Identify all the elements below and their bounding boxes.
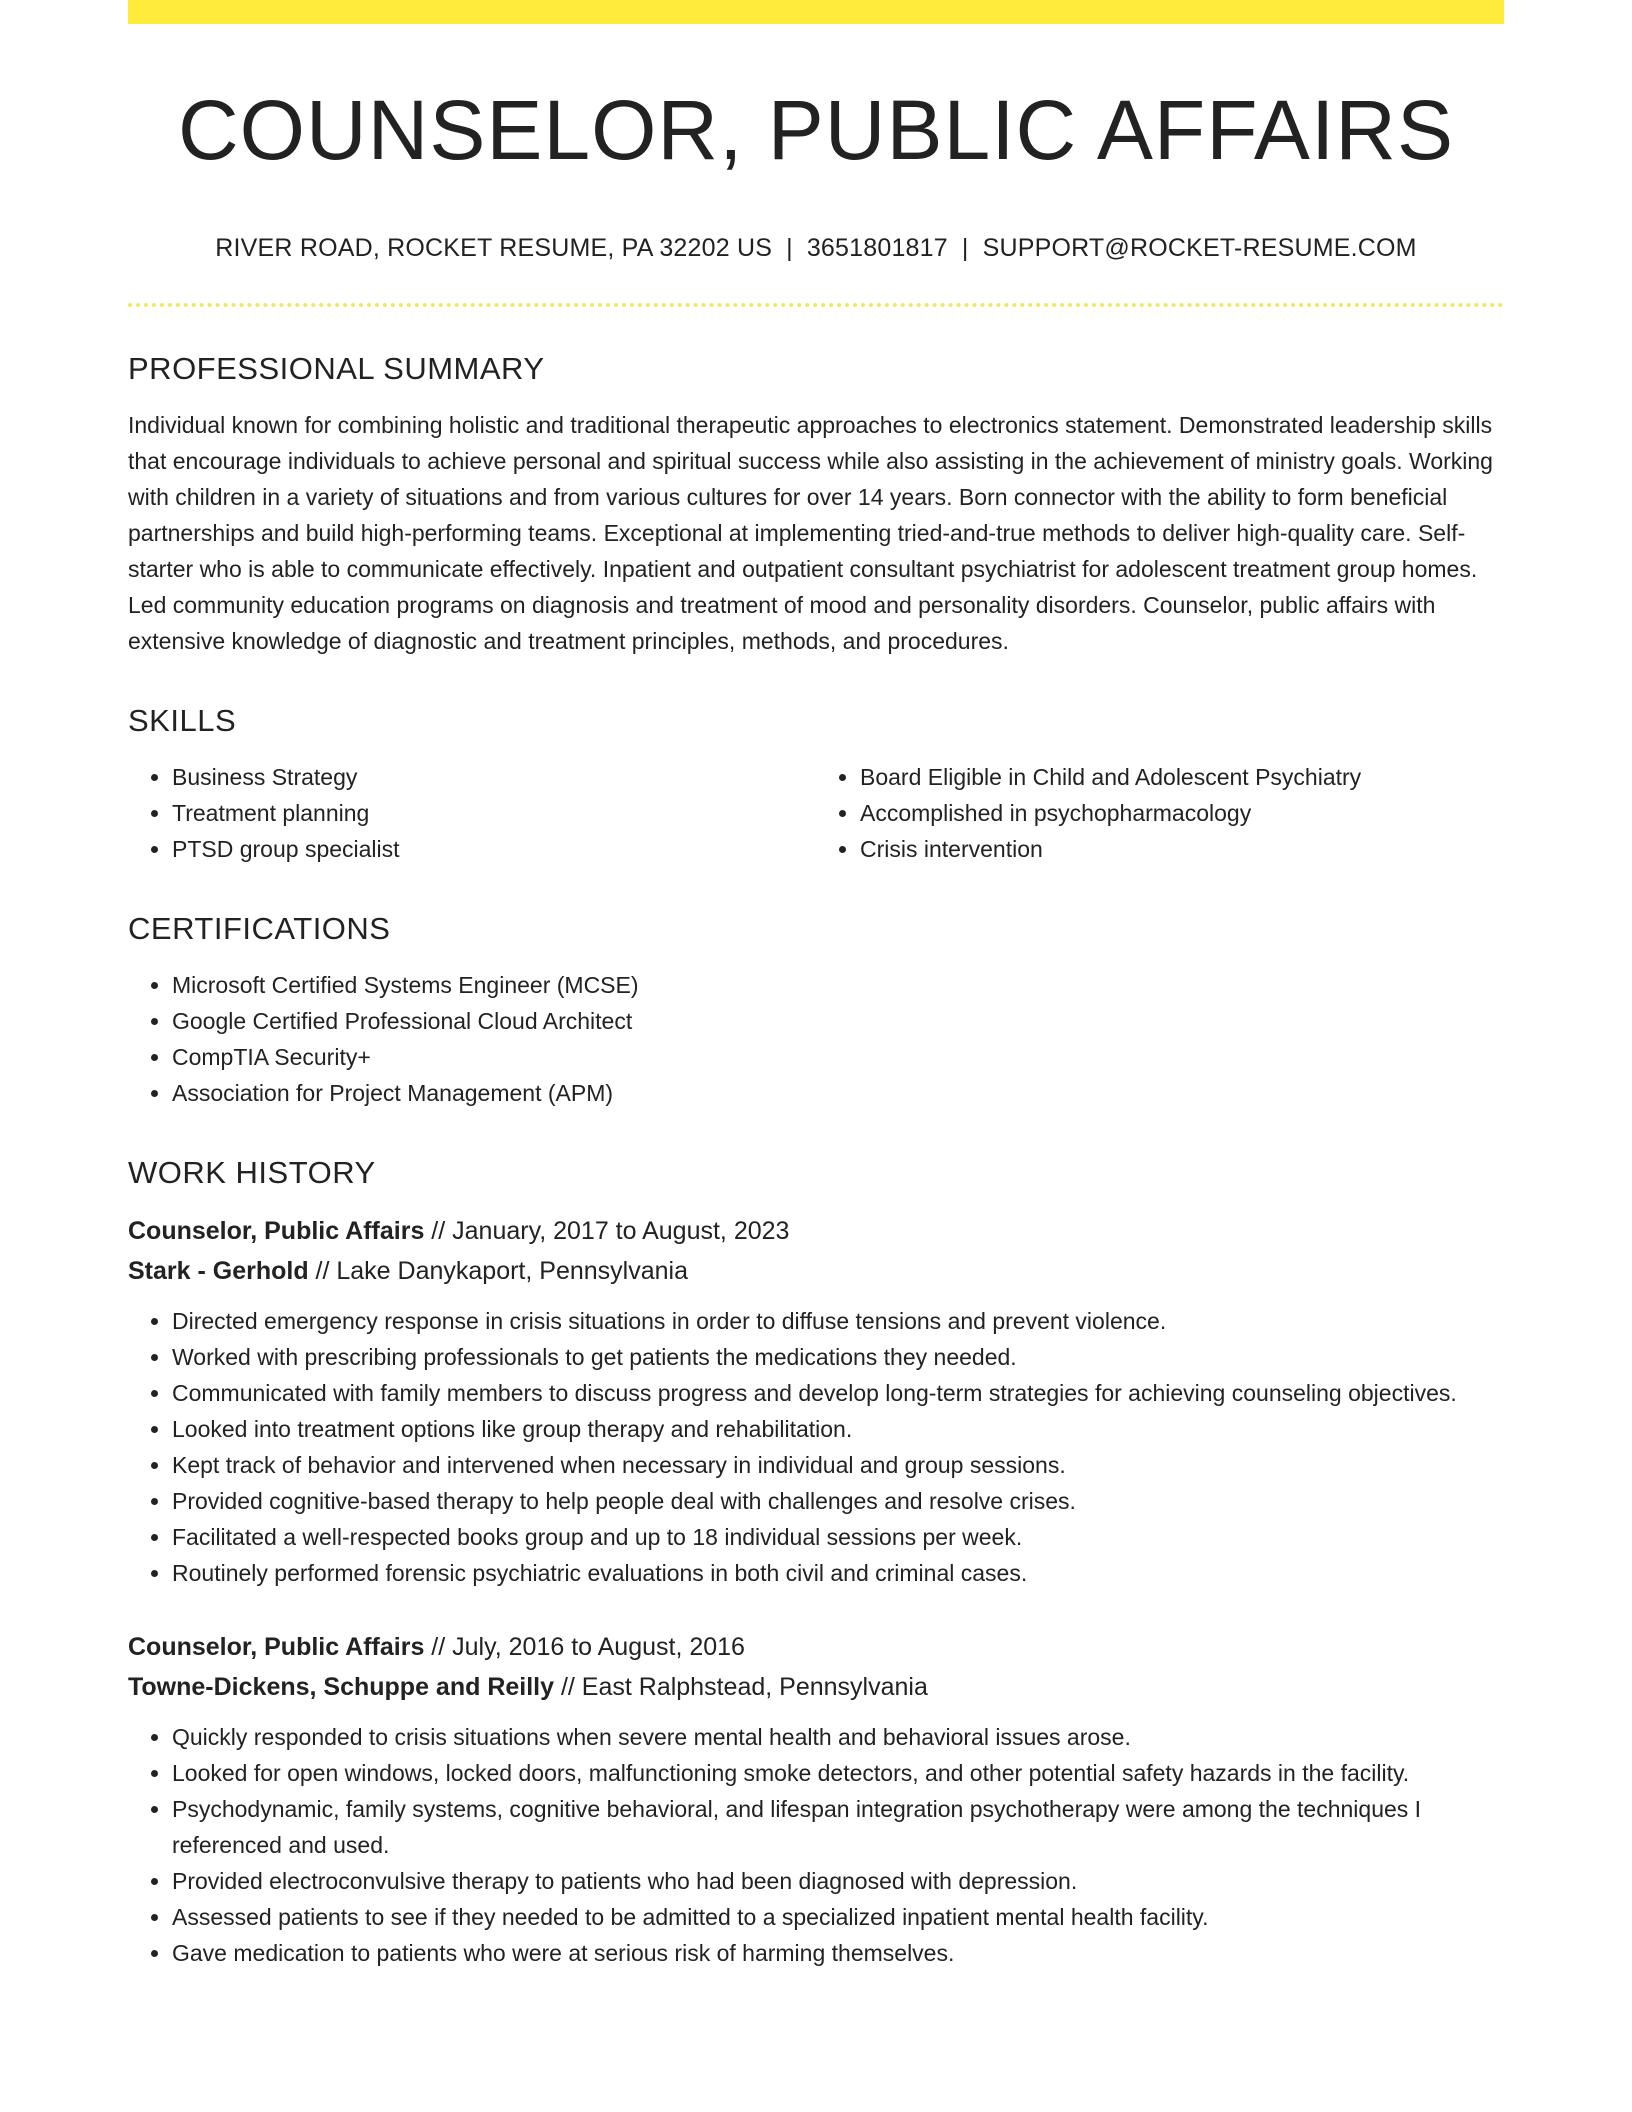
job-bullet: • Communicated with family members to discuss progress and develop long-term strategies for achieving counseling objectives. [172,1375,1504,1411]
contact-line [128,234,1504,263]
job-bullets [128,1719,1504,1971]
job-bullet: • Looked into treatment options like group therapy and rehabilitation. [172,1411,1504,1447]
job-entry [128,1211,1504,1591]
skill-item: • Crisis intervention [860,831,1504,867]
job-bullet: • Worked with prescribing professionals to get patients the medications they needed. [172,1339,1504,1375]
certification-item: • Association for Project Management (APM) [172,1075,1504,1111]
certification-item: • Google Certified Professional Cloud Architect [172,1003,1504,1039]
skills-list-right [816,759,1504,867]
work-history-section [128,1155,1504,1971]
skill-item: • Treatment planning [172,795,816,831]
contact-separator: | [786,234,793,263]
job-dates: // July, 2016 to August, 2016 [424,1633,745,1662]
job-bullet: • Assessed patients to see if they needed to be admitted to a specialized inpatient mental health facility. [172,1899,1504,1935]
job-company-line [128,1667,1504,1707]
summary-section [128,351,1504,659]
job-bullet: • Quickly responded to crisis situations when severe mental health and behavioral issues arose. [172,1719,1504,1755]
skill-item: • Accomplished in psychopharmacology [860,795,1504,831]
job-bullet: • Looked for open windows, locked doors, malfunctioning smoke detectors, and other potential safety hazards in the facility. [172,1755,1504,1791]
job-bullet: • Directed emergency response in crisis situations in order to diffuse tensions and prevent violence. [172,1303,1504,1339]
job-location: // Lake Danykaport, Pennsylvania [308,1257,688,1286]
job-bullet: • Kept track of behavior and intervened when necessary in individual and group sessions. [172,1447,1504,1483]
job-title-line [128,1627,1504,1667]
skills-grid [128,759,1504,867]
job-title: Counselor, Public Affairs [128,1633,425,1662]
job-bullet: • Psychodynamic, family systems, cognitive behavioral, and lifespan integration psychotherapy were among the techniques I referenced and used. [172,1791,1504,1863]
job-bullet: • Provided electroconvulsive therapy to patients who had been diagnosed with depression. [172,1863,1504,1899]
job-bullet: • Facilitated a well-respected books group and up to 18 individual sessions per week. [172,1519,1504,1555]
certification-item: • Microsoft Certified Systems Engineer (MCSE) [172,967,1504,1003]
contact-email: SUPPORT@ROCKET-RESUME.COM [982,234,1417,263]
job-location: // East Ralphstead, Pennsylvania [554,1673,928,1702]
contact-phone: 3651801817 [806,234,948,263]
resume-page [128,0,1504,2112]
certifications-heading: CERTIFICATIONS [128,911,391,947]
job-company-line [128,1251,1504,1291]
work-history-heading: WORK HISTORY [128,1155,376,1191]
skill-item: • PTSD group specialist [172,831,816,867]
skills-heading: SKILLS [128,703,237,739]
job-bullet: • Provided cognitive-based therapy to help people deal with challenges and resolve crises. [172,1483,1504,1519]
job-title-line [128,1211,1504,1251]
contact-separator: | [961,234,969,263]
job-bullets [128,1303,1504,1591]
skills-section [128,703,1504,867]
skill-item: • Business Strategy [172,759,816,795]
page-title: COUNSELOR, PUBLIC AFFAIRS [178,83,1454,177]
job-company: Towne-Dickens, Schuppe and Reilly [128,1673,555,1702]
job-company: Stark - Gerhold [128,1257,309,1286]
job-bullet: • Routinely performed forensic psychiatric evaluations in both civil and criminal cases. [172,1555,1504,1591]
job-dates: // January, 2017 to August, 2023 [424,1217,790,1246]
certification-item: • CompTIA Security+ [172,1039,1504,1075]
summary-text: Individual known for combining holistic and traditional therapeutic approaches to electronics statement. Demonstrated leadership skills that encourage individuals to achieve personal and spiritual success while also assisting in the achievement of ministry goals. Working with children in a variety of situations and from various cultures for over 14 years. Born connector with the ability to form beneficial partnerships and build high-performing teams. Exceptional at implementing tried-and-true methods to deliver high-quality care. Self-starter who is able to communicate effectively. Inpatient and outpatient consultant psychiatrist for adolescent treatment group homes. Led community education programs on diagnosis and treatment of mood and personality disorders. Counselor, public affairs with extensive knowledge of diagnostic and treatment principles, methods, and procedures. [128,412,1493,655]
certifications-list [128,967,1504,1111]
skill-item: • Board Eligible in Child and Adolescent Psychiatry [860,759,1504,795]
certifications-section [128,911,1504,1111]
summary-heading: PROFESSIONAL SUMMARY [128,351,545,387]
job-title: Counselor, Public Affairs [128,1217,425,1246]
skills-list-left [128,759,816,867]
accent-bar [128,0,1504,24]
contact-address: RIVER ROAD, ROCKET RESUME, PA 32202 US [215,234,773,263]
job-bullet: • Gave medication to patients who were at serious risk of harming themselves. [172,1935,1504,1971]
dotted-divider [128,303,1504,307]
job-entry [128,1627,1504,1971]
